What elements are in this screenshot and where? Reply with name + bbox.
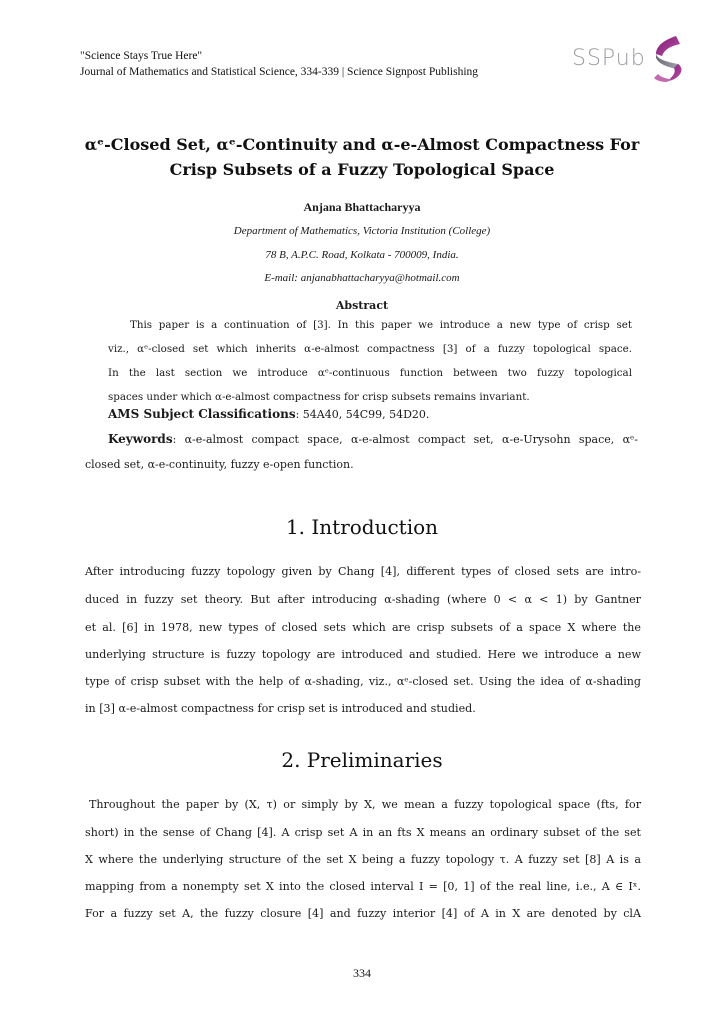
logo-text: SSPub <box>572 46 646 71</box>
abstract-line: spaces under which α-e-almost compactness for crisp subsets remains invariant. <box>108 391 530 403</box>
section-heading-introduction: 1. Introduction <box>285 515 439 539</box>
intro-line: in [3] α-e-almost compactness for crisp set is introduced and studied. <box>85 702 476 715</box>
ribbon-s-icon <box>646 34 690 84</box>
preliminaries-line: X where the underlying structure of the set X being a fuzzy topology τ. A fuzzy set [8] A is a <box>85 853 641 866</box>
keywords-line-1 <box>108 432 638 446</box>
author-address: 78 B, A.P.C. Road, Kolkata - 700009, India. <box>265 249 459 261</box>
abstract-heading: Abstract <box>335 299 389 312</box>
intro-line: et al. [6] in 1978, new types of closed sets which are crisp subsets of a space X where the <box>85 621 641 634</box>
abstract-line: This paper is a continuation of [3]. In this paper we introduce a new type of crisp set <box>130 319 632 331</box>
publisher-logo <box>572 34 692 84</box>
section-heading-preliminaries: 2. Preliminaries <box>281 748 443 772</box>
ams-label: AMS Subject Classifications <box>108 407 296 421</box>
keywords-text: : α-e-almost compact space, α-e-almost compact set, α-e-Urysohn space, αᵉ- <box>172 433 638 446</box>
author-name: Anjana Bhattacharyya <box>303 200 421 214</box>
abstract-line: viz., αᵉ-closed set which inherits α-e-almost compactness [3] of a fuzzy topological space. <box>108 343 632 355</box>
ams-classifications <box>108 407 429 421</box>
keywords-label: Keywords <box>108 432 173 446</box>
ams-codes: : 54A40, 54C99, 54D20. <box>295 408 430 421</box>
preliminaries-line: Throughout the paper by (X, τ) or simply by X, we mean a fuzzy topological space (fts, for <box>89 798 641 811</box>
page-number: 334 <box>353 966 371 980</box>
intro-line: After introducing fuzzy topology given by Chang [4], different types of closed sets are intro- <box>85 565 641 578</box>
journal-tagline: "Science Stays True Here" <box>80 50 203 62</box>
intro-line: duced in fuzzy set theory. But after introducing α-shading (where 0 < α < 1) by Gantner <box>85 593 641 606</box>
author-email: E-mail: anjanabhattacharyya@hotmail.com <box>264 272 460 284</box>
preliminaries-line: short) in the sense of Chang [4]. A crisp set A in an fts X means an ordinary subset of the set <box>85 826 641 839</box>
intro-line: type of crisp subset with the help of α-shading, viz., αᵉ-closed set. Using the idea of α-shading <box>85 675 641 688</box>
author-affiliation: Department of Mathematics, Victoria Institution (College) <box>233 225 491 237</box>
preliminaries-line: For a fuzzy set A, the fuzzy closure [4] and fuzzy interior [4] of A in X are denoted by clA <box>85 907 641 920</box>
paper-title-line-2: Crisp Subsets of a Fuzzy Topological Space <box>169 160 555 179</box>
intro-line: underlying structure is fuzzy topology are introduced and studied. Here we introduce a new <box>85 648 641 661</box>
journal-citation: Journal of Mathematics and Statistical Science, 334-339 | Science Signpost Publishing <box>80 66 479 78</box>
preliminaries-line: mapping from a nonempty set X into the closed interval I = [0, 1] of the real line, i.e., A ∈ Iˣ. <box>85 880 641 893</box>
keywords-line-2: closed set, α-e-continuity, fuzzy e-open function. <box>85 458 354 471</box>
paper-title-line-1: αᵉ-Closed Set, αᵉ-Continuity and α-e-Almost Compactness For <box>84 135 640 154</box>
abstract-line: In the last section we introduce αᵉ-continuous function between two fuzzy topological <box>108 367 632 379</box>
